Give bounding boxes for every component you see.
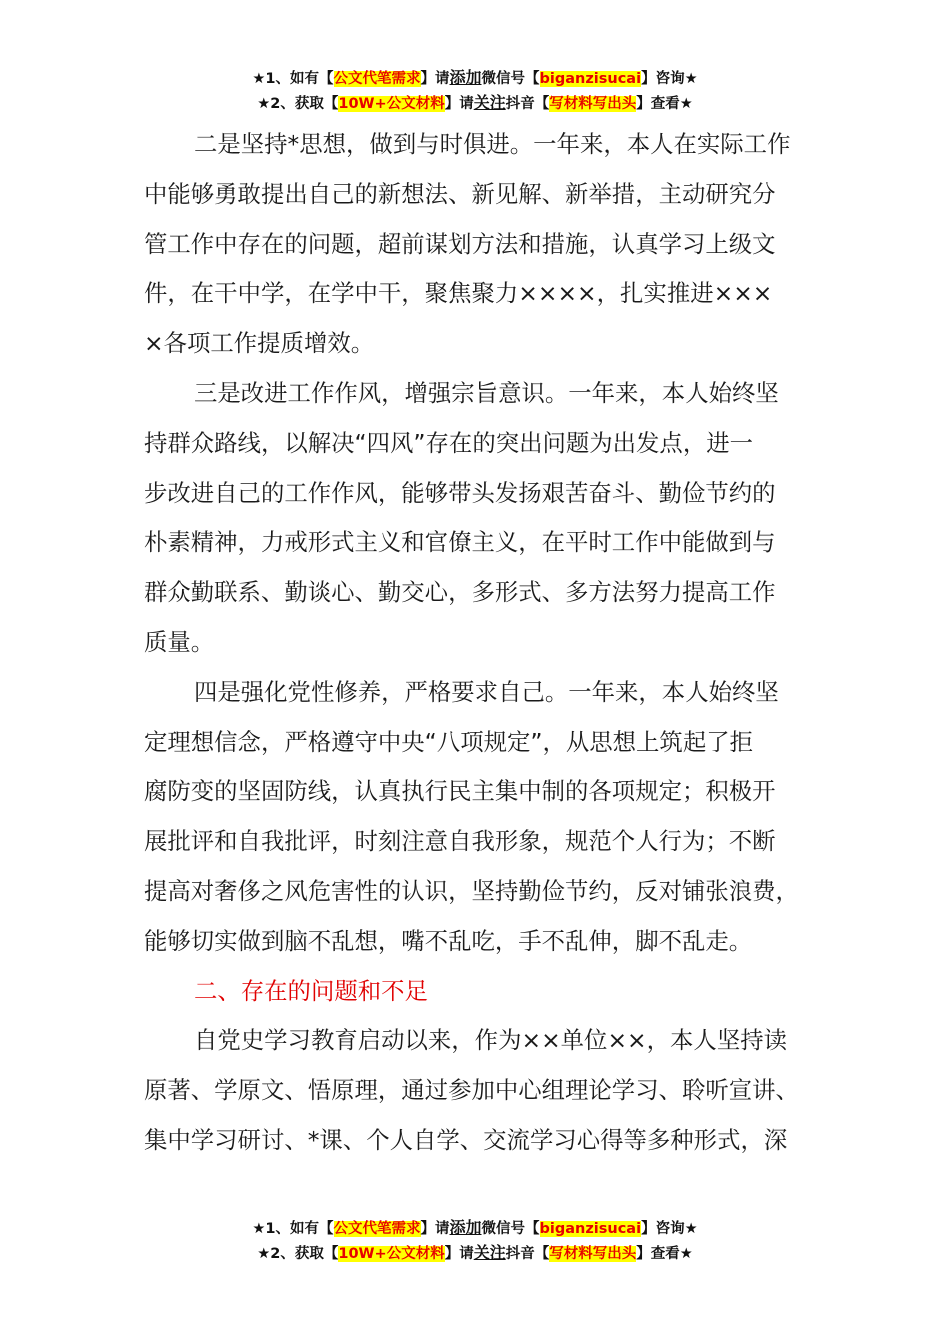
paragraph-2 [144,120,809,369]
banner-text: ★2、获取【 [257,1246,339,1262]
banner-text: 抖音【 [505,1246,550,1262]
banner-text: 】请 [420,1221,450,1237]
banner-text: 】查看★ [636,1246,693,1262]
banner-text: 】咨询★ [641,1221,698,1237]
text-line: 群众勤联系、勤谈心、勤交心，多形式、多方法努力提高工作 [144,578,776,607]
banner-underline: 添加 [449,1218,482,1237]
banner-text: 】咨询★ [641,71,698,87]
banner-text: 微信号【 [481,71,540,87]
text-line: 步改进自己的工作作风，能够带头发扬艰苦奋斗、勤俭节约的 [144,478,776,507]
banner-highlight: 写材料写出头 [549,1246,637,1262]
paragraph-4 [144,668,809,967]
banner-highlight: biganzisucai [539,1221,642,1237]
text-line: 中能够勇敢提出自己的新想法、新见解、新举措，主动研究分 [144,179,776,208]
banner-text: 】查看★ [636,96,693,112]
text-line: 二是坚持*思想，做到与时俱进。一年来，本人在实际工作 [194,130,791,158]
text-line: 展批评和自我批评，时刻注意自我形象，规范个人行为；不断 [144,827,776,856]
text-line: 腐防变的坚固防线，认真执行民主集中制的各项规定；积极开 [144,777,776,806]
banner-text: 】请 [420,71,450,87]
banner-highlight: 10W+公文材料 [338,96,445,112]
banner-underline: 添加 [449,68,482,87]
paragraph-3 [144,369,809,668]
banner-line-1 [0,1216,950,1241]
banner-line-1 [0,66,950,91]
text-line: 自党史学习教育启动以来，作为××单位××，本人坚持读 [194,1026,787,1055]
text-line: 管工作中存在的问题，超前谋划方法和措施，认真学习上级文 [144,229,776,258]
text-line: 能够切实做到脑不乱想，嘴不乱吃，手不乱伸，脚不乱走。 [144,926,753,955]
text-line: 四是强化党性修养，严格要求自己。一年来，本人始终坚 [194,677,779,706]
banner-highlight: biganzisucai [539,71,642,87]
text-line: 持群众路线，以解决“四风”存在的突出问题为出发点，进一 [144,428,753,457]
text-line: 朴素精神，力戒形式主义和官僚主义，在平时工作中能做到与 [144,528,776,557]
banner-text: ★1、如有【 [252,71,334,87]
text-line: 定理想信念，严格遵守中央“八项规定”，从思想上筑起了拒 [144,727,753,756]
banner-text: 】请 [444,96,474,112]
banner-text: ★1、如有【 [252,1221,334,1237]
banner-line-2 [0,1241,950,1266]
text-line: 质量。 [144,627,215,656]
banner-text: 微信号【 [481,1221,540,1237]
banner-underline: 关注 [473,1243,506,1262]
section-heading [144,967,809,1017]
text-line: 集中学习研讨、*课、个人自学、交流学习心得等多种形式，深 [144,1125,788,1154]
text-line: 原著、学原文、悟原理，通过参加中心组理论学习、聆听宣讲、 [144,1076,799,1105]
banner-underline: 关注 [473,93,506,112]
text-line: ×各项工作提质增效。 [144,329,375,358]
banner-line-2 [0,91,950,116]
text-line: 提高对奢侈之风危害性的认识，坚持勤俭节约，反对铺张浪费， [144,876,799,905]
banner-text: 抖音【 [505,96,550,112]
heading-text: 二、存在的问题和不足 [194,976,428,1005]
banner-highlight: 写材料写出头 [549,96,637,112]
banner-highlight: 公文代笔需求 [333,1221,421,1237]
banner-highlight: 10W+公文材料 [338,1246,445,1262]
document-body [144,120,809,1166]
paragraph-5 [144,1016,809,1165]
text-line: 三是改进工作作风，增强宗旨意识。一年来，本人始终坚 [194,378,779,407]
banner-text: 】请 [444,1246,474,1262]
top-banner [0,66,950,116]
banner-text: ★2、获取【 [257,96,339,112]
text-line: 件，在干中学，在学中干，聚焦聚力××××，扎实推进××× [144,279,773,308]
bottom-banner [0,1216,950,1266]
banner-highlight: 公文代笔需求 [333,71,421,87]
